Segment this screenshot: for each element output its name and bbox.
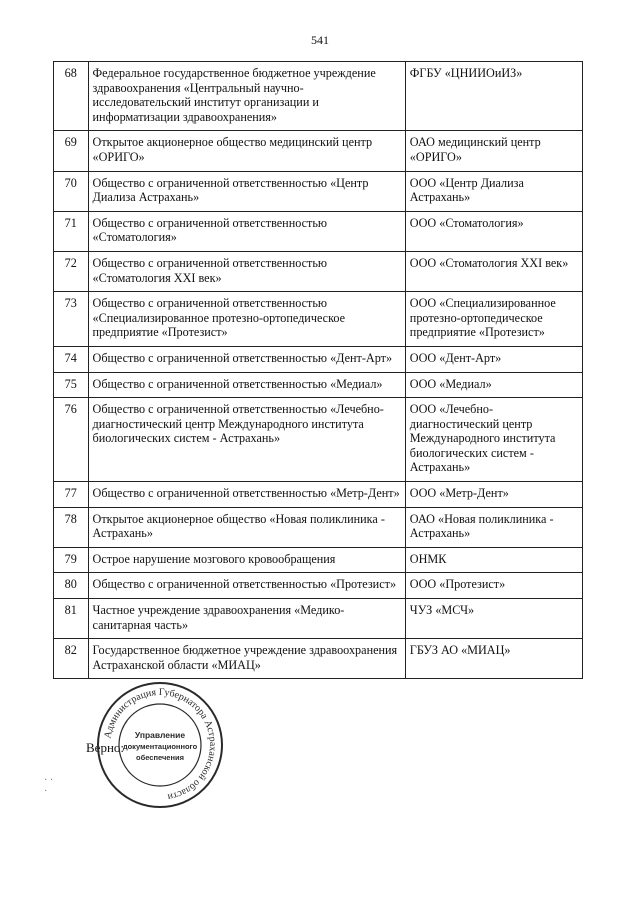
row-number: 79 <box>54 547 89 573</box>
row-number: 80 <box>54 573 89 599</box>
table-row <box>54 372 583 398</box>
official-stamp-icon <box>95 680 225 810</box>
row-number: 68 <box>54 62 89 131</box>
full-name-cell: Частное учреждение здравоохранения «Медико-санитарная часть» <box>88 599 405 639</box>
abbreviation-cell: ООО «Стоматология» <box>405 211 582 251</box>
stamp-center-line-3: обеспечения <box>135 753 185 762</box>
full-name-cell: Острое нарушение мозгового кровообращения <box>88 547 405 573</box>
full-name-cell: Федеральное государственное бюджетное учреждение здравоохранения «Центральный научно-исследовательский институт организации и информатизации здравоохранения» <box>88 62 405 131</box>
full-name-cell: Общество с ограниченной ответственностью «Специализированное протезно-ортопедическое предприятие «Протезист» <box>88 292 405 347</box>
table-row <box>54 482 583 508</box>
full-name-cell: Общество с ограниченной ответственностью «Дент-Арт» <box>88 346 405 372</box>
row-number: 74 <box>54 346 89 372</box>
row-number: 73 <box>54 292 89 347</box>
table-row <box>54 639 583 679</box>
abbreviation-cell: ООО «Медиал» <box>405 372 582 398</box>
abbreviation-cell: ООО «Дент-Арт» <box>405 346 582 372</box>
stamp-center-line-1: Управление <box>134 730 186 740</box>
abbreviation-cell: ООО «Лечебно-диагностический центр Международного института биологических систем - Астрахань» <box>405 398 582 482</box>
table-row <box>54 171 583 211</box>
full-name-cell: Общество с ограниченной ответственностью «Протезист» <box>88 573 405 599</box>
verno-label: Верно: <box>86 740 125 755</box>
row-number: 81 <box>54 599 89 639</box>
row-number: 77 <box>54 482 89 508</box>
table-row <box>54 398 583 482</box>
table-row <box>54 251 583 291</box>
table-row <box>54 346 583 372</box>
full-name-cell: Общество с ограниченной ответственностью «Метр-Дент» <box>88 482 405 508</box>
full-name-cell: Государственное бюджетное учреждение здравоохранения Астраханской области «МИАЦ» <box>88 639 405 679</box>
row-number: 70 <box>54 171 89 211</box>
abbreviation-cell: ГБУЗ АО «МИАЦ» <box>405 639 582 679</box>
full-name-cell: Открытое акционерное общество медицинский центр «ОРИГО» <box>88 131 405 171</box>
row-number: 72 <box>54 251 89 291</box>
table-row <box>54 547 583 573</box>
full-name-cell: Открытое акционерное общество «Новая поликлиника - Астрахань» <box>88 507 405 547</box>
abbreviation-cell: ФГБУ «ЦНИИОиИЗ» <box>405 62 582 131</box>
abbreviation-cell: ЧУЗ «МСЧ» <box>405 599 582 639</box>
full-name-cell: Общество с ограниченной ответственностью «Лечебно-диагностический центр Международного института биологических систем - Астрахань» <box>88 398 405 482</box>
table-row <box>54 211 583 251</box>
table-row <box>54 573 583 599</box>
abbreviation-cell: ОАО «Новая поликлиника - Астрахань» <box>405 507 582 547</box>
margin-marks: · · · <box>44 775 54 797</box>
row-number: 82 <box>54 639 89 679</box>
table-body <box>54 62 583 679</box>
row-number: 78 <box>54 507 89 547</box>
abbreviation-cell: ОАО медицинский центр «ОРИГО» <box>405 131 582 171</box>
row-number: 71 <box>54 211 89 251</box>
row-number: 75 <box>54 372 89 398</box>
abbreviation-cell: ООО «Стоматология XXI век» <box>405 251 582 291</box>
full-name-cell: Общество с ограниченной ответственностью «Стоматология XXI век» <box>88 251 405 291</box>
abbreviation-cell: ОНМК <box>405 547 582 573</box>
page-number: 541 <box>311 33 329 47</box>
row-number: 76 <box>54 398 89 482</box>
table-row <box>54 507 583 547</box>
row-number: 69 <box>54 131 89 171</box>
full-name-cell: Общество с ограниченной ответственностью «Центр Диализа Астрахань» <box>88 171 405 211</box>
stamp-ring-text: Администрация Губернатора Астраханской области <box>102 686 219 803</box>
abbreviations-table <box>53 61 583 679</box>
abbreviation-cell: ООО «Центр Диализа Астрахань» <box>405 171 582 211</box>
table-row <box>54 62 583 131</box>
full-name-cell: Общество с ограниченной ответственностью «Медиал» <box>88 372 405 398</box>
abbreviation-cell: ООО «Протезист» <box>405 573 582 599</box>
table-row <box>54 599 583 639</box>
table-row <box>54 292 583 347</box>
full-name-cell: Общество с ограниченной ответственностью «Стоматология» <box>88 211 405 251</box>
table-row <box>54 131 583 171</box>
abbreviation-cell: ООО «Метр-Дент» <box>405 482 582 508</box>
stamp-center-line-2: документационного <box>122 742 198 751</box>
abbreviation-cell: ООО «Специализированное протезно-ортопедическое предприятие «Протезист» <box>405 292 582 347</box>
